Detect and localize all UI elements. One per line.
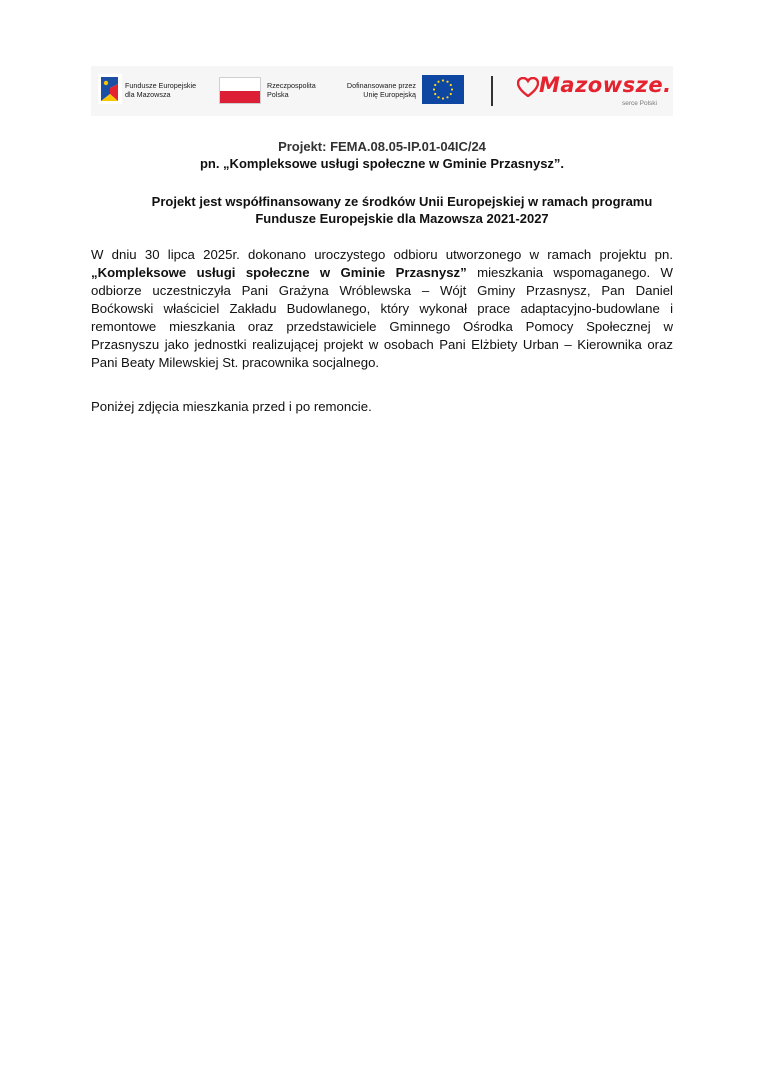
- body-line: Pani Beaty Milewskiej St. pracownika socjalnego.: [91, 355, 380, 370]
- eu-text-line1: Dofinansowane przez: [346, 81, 416, 90]
- fe-name-line1: Fundusze Europejskie: [125, 81, 197, 90]
- body-line: W dniu 30 lipca 2025r. dokonano uroczystego odbioru utworzonego w ramach projektu pn.: [91, 247, 673, 262]
- project-name: pn. „Kompleksowe usługi społeczne w Gminie Przasnysz”.: [199, 156, 565, 171]
- eu-logo: [338, 72, 468, 110]
- body-line: Przasnyszu jako jednostki realizującej projekt w osobach Pani Elżbiety Urban – Kierownika oraz: [91, 337, 673, 352]
- cofinancing-line-2: Fundusze Europejskie dla Mazowsza 2021-2027: [255, 211, 549, 226]
- fe-name-line2: dla Mazowsza: [125, 89, 171, 99]
- body-line: odbiorze uczestniczyła Pani Grażyna Wróblewska – Wójt Gminy Przasnysz, Pan Daniel: [91, 283, 673, 298]
- fe-emblem-icon: [98, 74, 122, 104]
- cofinancing-line-1: Projekt jest współfinansowany ze środków Unii Europejskiej w ramach programu: [151, 194, 653, 209]
- logo-divider: [491, 76, 493, 106]
- eu-text-line2: Unię Europejską: [363, 89, 416, 99]
- project-code: Projekt: FEMA.08.05-IP.01-04IC/24: [278, 139, 486, 154]
- pl-name-line2: Polska: [267, 89, 289, 99]
- mazowsze-logo: [515, 70, 672, 112]
- pl-name-line1: Rzeczpospolita: [267, 81, 316, 90]
- body-paragraph: [91, 246, 673, 372]
- body-line-rest: mieszkania wspomaganego. W: [466, 265, 673, 280]
- project-name-bold: „Kompleksowe usługi społeczne w Gminie Przasnysz”: [91, 265, 467, 280]
- body-line: Boćkowski właściciel Zakładu Budowlanego, który wykonał prace adaptacyjno-budowlane i: [91, 301, 673, 316]
- photos-note: Poniżej zdjęcia mieszkania przed i po remoncie.: [91, 399, 372, 414]
- poland-logo: [219, 72, 349, 110]
- mazowsze-wordmark: Mazowsze.: [539, 73, 672, 97]
- heart-icon: [517, 77, 539, 97]
- poland-flag-icon: [219, 77, 261, 104]
- fe-logo: [98, 72, 218, 110]
- body-line: [91, 264, 673, 282]
- logo-strip: [91, 66, 673, 116]
- body-line: remontowe mieszkania oraz przedstawiciele Gminnego Ośrodka Pomocy Społecznej w: [91, 319, 673, 334]
- eu-flag-icon: [422, 75, 464, 104]
- mazowsze-tagline: serce Polski: [621, 100, 657, 107]
